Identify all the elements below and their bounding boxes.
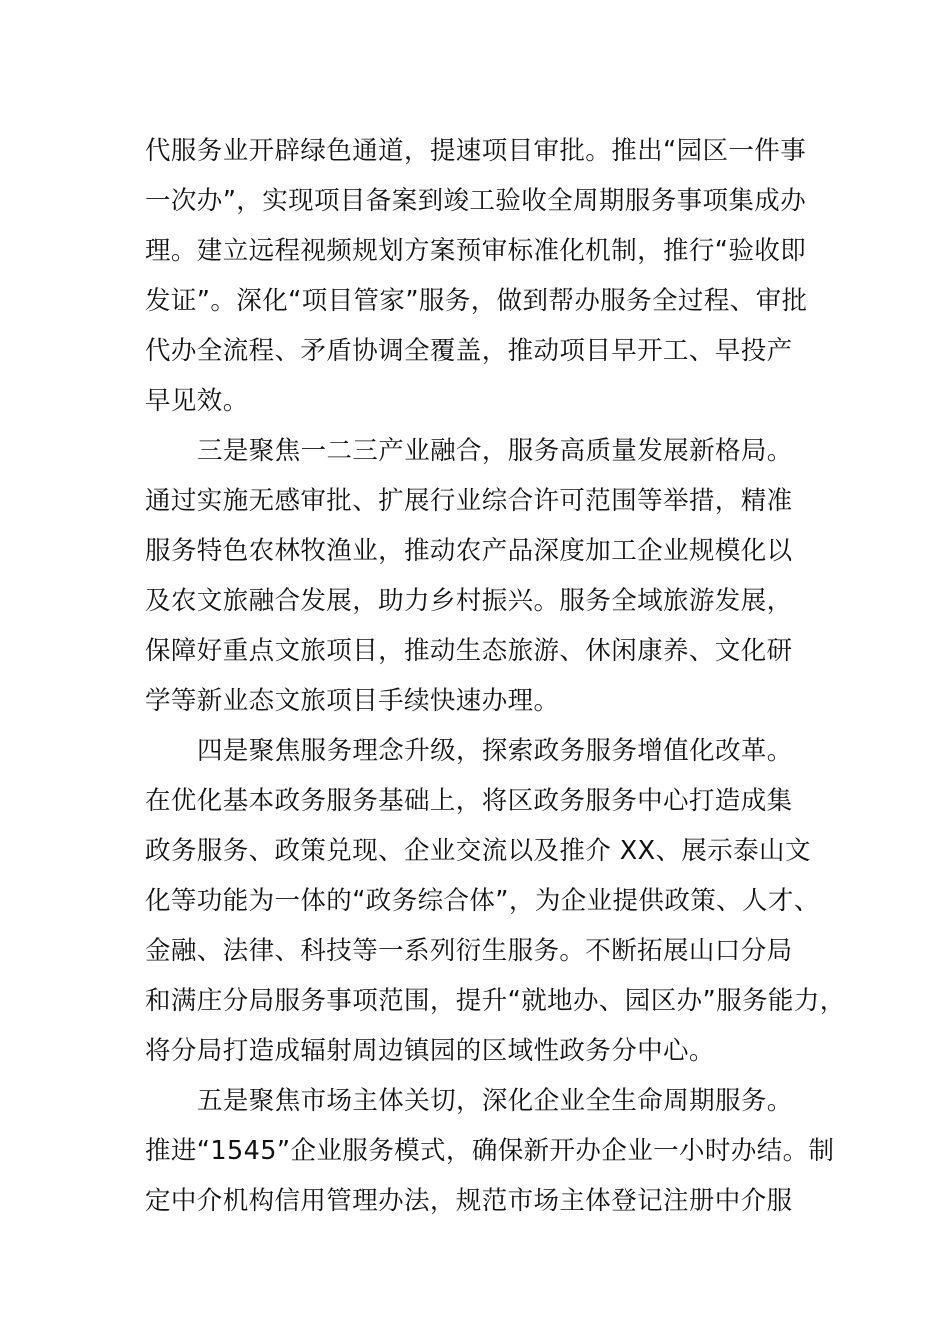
text-line-1: 代服务业开辟绿色通道，提速项目审批。推出“园区一件事 — [145, 136, 807, 166]
paragraph-heading-3: 三是聚焦一二三产业融合，服务高质量发展新格局。 — [197, 436, 793, 466]
text-line-11: 保障好重点文旅项目，推动生态旅游、休闲康养、文化研 — [145, 636, 793, 666]
text-line-10: 及农文旅融合发展，助力乡村振兴。服务全域旅游发展， — [145, 586, 793, 616]
text-line-12: 学等新业态文旅项目手续快速办理。 — [145, 686, 560, 716]
text-line-18: 和满庄分局服务事项范围，提升“就地办、园区办”服务能力， — [145, 986, 846, 1016]
text-line-8: 通过实施无感审批、扩展行业综合许可范围等举措，精准 — [145, 486, 793, 516]
text-line-5: 代办全流程、矛盾协调全覆盖，推动项目早开工、早投产 — [145, 336, 793, 366]
text-line-9: 服务特色农林牧渔业，推动农产品深度加工企业规模化以 — [145, 536, 793, 566]
text-line-17: 金融、法律、科技等一系列衍生服务。不断拓展山口分局 — [145, 936, 793, 966]
text-line-14: 在优化基本政务服务基础上，将区政务服务中心打造成集 — [145, 786, 793, 816]
paragraph-heading-5: 五是聚焦市场主体关切，深化企业全生命周期服务。 — [197, 1086, 793, 1116]
paragraph-heading-4: 四是聚焦服务理念升级，探索政务服务增值化改革。 — [197, 736, 793, 766]
text-line-6: 早见效。 — [145, 386, 249, 416]
text-line-16: 化等功能为一体的“政务综合体”，为企业提供政策、人才、 — [145, 886, 820, 916]
text-line-4: 发证”。深化“项目管家”服务，做到帮办服务全过程、审批 — [145, 286, 808, 316]
text-line-3: 理。建立远程视频规划方案预审标准化机制，推行“验收即 — [145, 236, 807, 266]
text-line-15: 政务服务、政策兑现、企业交流以及推介 XX、展示泰山文 — [145, 836, 811, 866]
text-line-21: 推进“1545”企业服务模式，确保新开办企业一小时办结。制 — [145, 1136, 835, 1166]
text-line-2: 一次办”，实现项目备案到竣工验收全周期服务事项集成办 — [145, 186, 807, 216]
text-line-19: 将分局打造成辐射周边镇园的区域性政务分中心。 — [145, 1036, 715, 1066]
text-line-22: 定中介机构信用管理办法，规范市场主体登记注册中介服 — [145, 1186, 793, 1216]
